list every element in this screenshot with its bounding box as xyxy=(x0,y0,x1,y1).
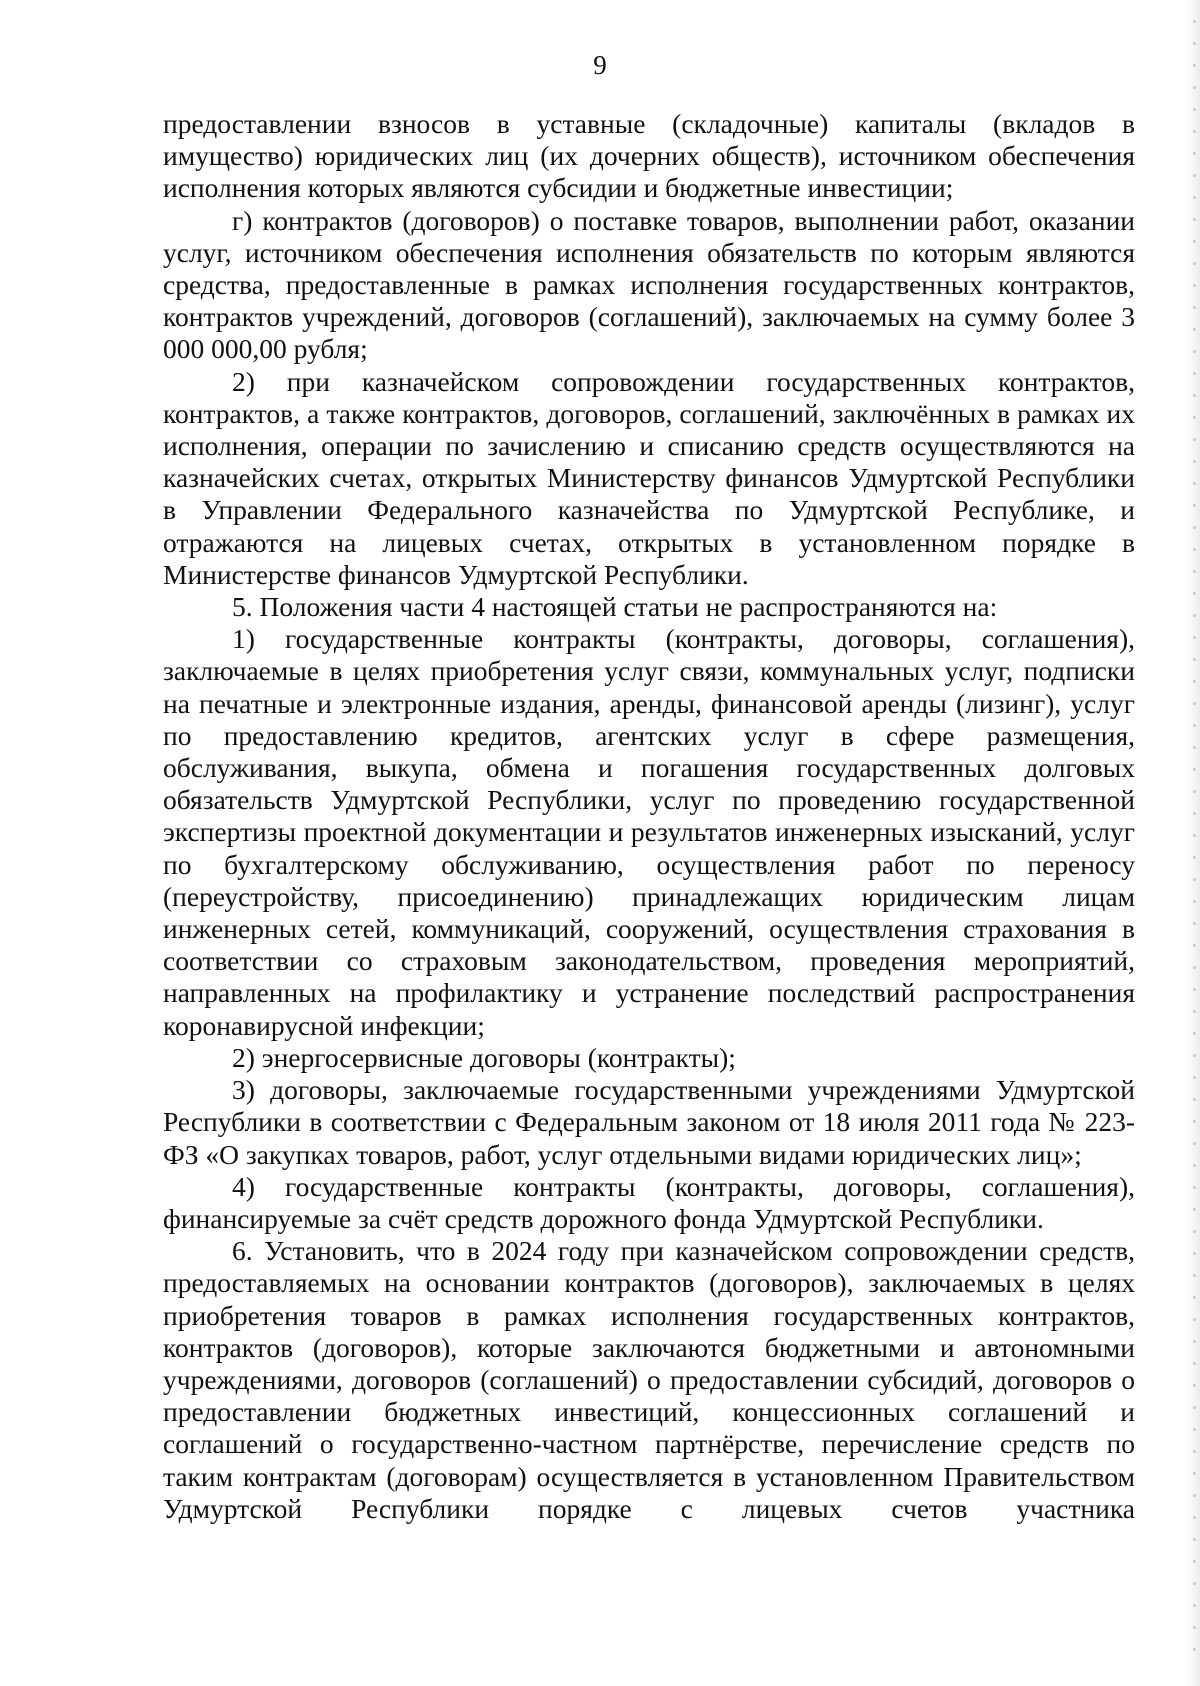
paragraph-part-5: 5. Положения части 4 настоящей статьи не распространяются на: xyxy=(232,591,998,623)
document-body xyxy=(163,108,1135,1525)
page-number: 9 xyxy=(593,50,607,80)
paragraph-part-5-item-4: 4) государственные контракты (контракты, договоры, соглашения), финансируемые за счёт средств дорожного фонда Удмуртской Республики. xyxy=(163,1170,1135,1234)
paragraph-part-5-item-2: 2) энергосервисные договоры (контракты); xyxy=(232,1041,736,1073)
paragraph-part-5-item-1: 1) государственные контракты (контракты, договоры, соглашения), заключаемые в целях приобретения услуг связи, коммунальных услуг, подписки на печатные и электронные издания, аренды, финансовой аренды (лизинг), услуг по предоставлению кредитов, агентских услуг в сфере размещения, обслуживания, выкупа, обмена и погашения государственных долговых обязательств Удмуртской Республики, услуг по проведению государственной экспертизы проектной документации и результатов инженерных изысканий, услуг по бухгалтерскому обслуживанию, осуществления работ по переносу (переустройству, присоединению) принадлежащих юридическим лицам инженерных сетей, коммуникаций, сооружений, осуществления страхования в соответствии со страховым законодательством, проведения мероприятий, направленных на профилактику и устранение последствий распространения коронавирусной инфекции; xyxy=(163,623,1135,1041)
paragraph-item-g: г) контрактов (договоров) о поставке товаров, выполнении работ, оказании услуг, источником обеспечения исполнения обязательств по которым являются средства, предоставленные в рамках исполнения государственных контрактов, контрактов учреждений, договоров (соглашений), заключаемых на сумму более 3 000 000,00 рубля; xyxy=(163,204,1135,365)
paragraph-continuation: предоставлении взносов в уставные (складочные) капиталы (вкладов в имущество) юридических лиц (их дочерних обществ), источником обеспечения исполнения которых являются субсидии и бюджетные инвестиции; xyxy=(163,108,1135,204)
paragraph-part-5-item-3: 3) договоры, заключаемые государственными учреждениями Удмуртской Республики в соответствии с Федеральным законом от 18 июля 2011 года № 223-ФЗ «О закупках товаров, работ, услуг отдельными видами юридических лиц»; xyxy=(163,1074,1135,1170)
paragraph-part-6: 6. Установить, что в 2024 году при казначейском сопровождении средств, предоставляемых на основании контрактов (договоров), заключаемых в целях приобретения товаров в рамках исполнения государственных контрактов, контрактов (договоров), которые заключаются бюджетными и автономными учреждениями, договоров (соглашений) о предоставлении субсидий, договоров о предоставлении бюджетных инвестиций, концессионных соглашений и соглашений о государственно-частном партнёрстве, перечисление средств по таким контрактам (договорам) осуществляется в установленном Правительством Удмуртской Республики порядке с лицевых счетов участника xyxy=(163,1235,1135,1524)
paragraph-item-2: 2) при казначейском сопровождении государственных контрактов, контрактов, а также контрактов, договоров, соглашений, заключённых в рамках их исполнения, операции по зачислению и списанию средств осуществляются на казначейских счетах, открытых Министерству финансов Удмуртской Республики в Управлении Федерального казначейства по Удмуртской Республике, и отражаются на лицевых счетах, открытых в установленном порядке в Министерстве финансов Удмуртской Республики. xyxy=(163,365,1135,590)
scan-edge-marks xyxy=(1193,20,1196,1660)
